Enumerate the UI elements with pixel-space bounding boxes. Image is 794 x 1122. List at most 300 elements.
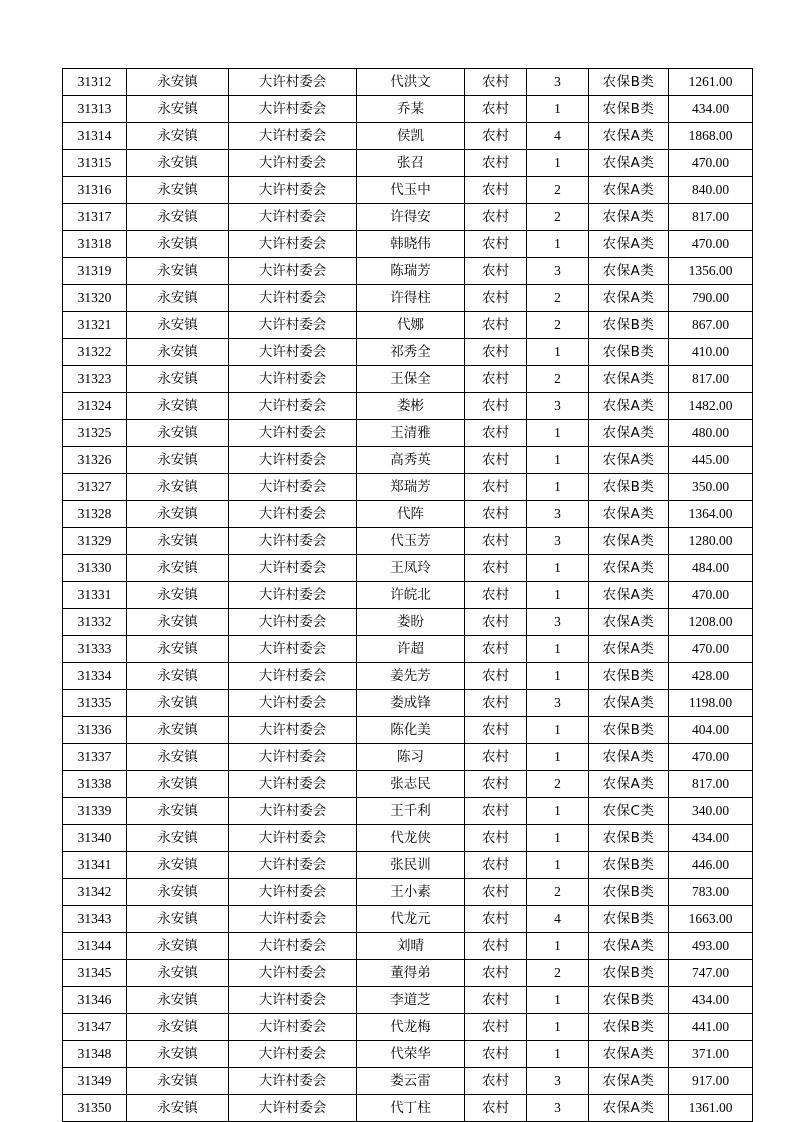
cell-persons: 1 bbox=[527, 447, 589, 474]
cell-name: 许超 bbox=[357, 636, 465, 663]
cell-town: 永安镇 bbox=[127, 879, 229, 906]
table-row bbox=[63, 312, 753, 339]
table-row bbox=[63, 663, 753, 690]
cell-category: 农保A类 bbox=[589, 582, 669, 609]
cell-household-type: 农村 bbox=[465, 879, 527, 906]
cell-village: 大许村委会 bbox=[229, 663, 357, 690]
cell-town: 永安镇 bbox=[127, 447, 229, 474]
cell-village: 大许村委会 bbox=[229, 258, 357, 285]
cell-name: 代丁柱 bbox=[357, 1095, 465, 1122]
cell-amount: 1361.00 bbox=[669, 1095, 753, 1122]
cell-name: 娄彬 bbox=[357, 393, 465, 420]
cell-name: 郑瑞芳 bbox=[357, 474, 465, 501]
cell-town: 永安镇 bbox=[127, 987, 229, 1014]
cell-household-type: 农村 bbox=[465, 123, 527, 150]
table-row bbox=[63, 744, 753, 771]
cell-town: 永安镇 bbox=[127, 69, 229, 96]
cell-id: 31342 bbox=[63, 879, 127, 906]
cell-household-type: 农村 bbox=[465, 798, 527, 825]
cell-category: 农保A类 bbox=[589, 636, 669, 663]
cell-village: 大许村委会 bbox=[229, 555, 357, 582]
cell-id: 31347 bbox=[63, 1014, 127, 1041]
cell-household-type: 农村 bbox=[465, 555, 527, 582]
table-row bbox=[63, 393, 753, 420]
cell-village: 大许村委会 bbox=[229, 852, 357, 879]
cell-persons: 2 bbox=[527, 771, 589, 798]
cell-id: 31326 bbox=[63, 447, 127, 474]
cell-amount: 867.00 bbox=[669, 312, 753, 339]
cell-village: 大许村委会 bbox=[229, 636, 357, 663]
cell-town: 永安镇 bbox=[127, 393, 229, 420]
cell-persons: 1 bbox=[527, 798, 589, 825]
cell-household-type: 农村 bbox=[465, 1041, 527, 1068]
cell-amount: 434.00 bbox=[669, 96, 753, 123]
cell-category: 农保B类 bbox=[589, 879, 669, 906]
cell-name: 陈化美 bbox=[357, 717, 465, 744]
cell-household-type: 农村 bbox=[465, 906, 527, 933]
cell-amount: 410.00 bbox=[669, 339, 753, 366]
cell-name: 陈习 bbox=[357, 744, 465, 771]
cell-village: 大许村委会 bbox=[229, 69, 357, 96]
cell-town: 永安镇 bbox=[127, 204, 229, 231]
cell-town: 永安镇 bbox=[127, 798, 229, 825]
cell-id: 31338 bbox=[63, 771, 127, 798]
cell-amount: 1208.00 bbox=[669, 609, 753, 636]
cell-name: 王保全 bbox=[357, 366, 465, 393]
cell-village: 大许村委会 bbox=[229, 609, 357, 636]
cell-household-type: 农村 bbox=[465, 771, 527, 798]
cell-category: 农保A类 bbox=[589, 393, 669, 420]
cell-category: 农保A类 bbox=[589, 744, 669, 771]
cell-category: 农保A类 bbox=[589, 204, 669, 231]
cell-household-type: 农村 bbox=[465, 717, 527, 744]
cell-amount: 783.00 bbox=[669, 879, 753, 906]
cell-household-type: 农村 bbox=[465, 204, 527, 231]
cell-town: 永安镇 bbox=[127, 771, 229, 798]
cell-town: 永安镇 bbox=[127, 366, 229, 393]
cell-village: 大许村委会 bbox=[229, 1014, 357, 1041]
table-body bbox=[63, 69, 753, 1122]
cell-persons: 1 bbox=[527, 987, 589, 1014]
cell-amount: 840.00 bbox=[669, 177, 753, 204]
table-row bbox=[63, 1095, 753, 1122]
cell-village: 大许村委会 bbox=[229, 474, 357, 501]
cell-persons: 3 bbox=[527, 69, 589, 96]
cell-name: 王千利 bbox=[357, 798, 465, 825]
table-row bbox=[63, 177, 753, 204]
cell-name: 陈瑞芳 bbox=[357, 258, 465, 285]
cell-category: 农保A类 bbox=[589, 258, 669, 285]
cell-name: 代龙梅 bbox=[357, 1014, 465, 1041]
cell-village: 大许村委会 bbox=[229, 690, 357, 717]
cell-amount: 480.00 bbox=[669, 420, 753, 447]
cell-household-type: 农村 bbox=[465, 366, 527, 393]
cell-id: 31345 bbox=[63, 960, 127, 987]
cell-household-type: 农村 bbox=[465, 258, 527, 285]
cell-name: 代龙侠 bbox=[357, 825, 465, 852]
cell-household-type: 农村 bbox=[465, 528, 527, 555]
table-row bbox=[63, 231, 753, 258]
cell-town: 永安镇 bbox=[127, 285, 229, 312]
cell-amount: 1364.00 bbox=[669, 501, 753, 528]
table-row bbox=[63, 96, 753, 123]
table-row bbox=[63, 501, 753, 528]
cell-amount: 470.00 bbox=[669, 150, 753, 177]
cell-id: 31313 bbox=[63, 96, 127, 123]
cell-category: 农保B类 bbox=[589, 339, 669, 366]
table-row bbox=[63, 798, 753, 825]
cell-category: 农保A类 bbox=[589, 555, 669, 582]
cell-category: 农保A类 bbox=[589, 177, 669, 204]
cell-village: 大许村委会 bbox=[229, 906, 357, 933]
cell-amount: 817.00 bbox=[669, 366, 753, 393]
cell-amount: 1280.00 bbox=[669, 528, 753, 555]
cell-amount: 817.00 bbox=[669, 771, 753, 798]
cell-category: 农保B类 bbox=[589, 663, 669, 690]
table-row bbox=[63, 474, 753, 501]
cell-village: 大许村委会 bbox=[229, 987, 357, 1014]
cell-persons: 2 bbox=[527, 366, 589, 393]
cell-category: 农保B类 bbox=[589, 960, 669, 987]
cell-amount: 404.00 bbox=[669, 717, 753, 744]
table-row bbox=[63, 123, 753, 150]
cell-amount: 1261.00 bbox=[669, 69, 753, 96]
cell-persons: 1 bbox=[527, 744, 589, 771]
cell-village: 大许村委会 bbox=[229, 177, 357, 204]
cell-id: 31336 bbox=[63, 717, 127, 744]
cell-household-type: 农村 bbox=[465, 474, 527, 501]
cell-household-type: 农村 bbox=[465, 150, 527, 177]
cell-persons: 1 bbox=[527, 636, 589, 663]
cell-persons: 1 bbox=[527, 852, 589, 879]
cell-village: 大许村委会 bbox=[229, 123, 357, 150]
cell-village: 大许村委会 bbox=[229, 1095, 357, 1122]
cell-id: 31330 bbox=[63, 555, 127, 582]
cell-id: 31350 bbox=[63, 1095, 127, 1122]
cell-name: 代玉中 bbox=[357, 177, 465, 204]
cell-persons: 4 bbox=[527, 906, 589, 933]
table-row bbox=[63, 933, 753, 960]
cell-amount: 470.00 bbox=[669, 744, 753, 771]
cell-village: 大许村委会 bbox=[229, 798, 357, 825]
cell-town: 永安镇 bbox=[127, 663, 229, 690]
cell-name: 代洪文 bbox=[357, 69, 465, 96]
cell-id: 31323 bbox=[63, 366, 127, 393]
cell-household-type: 农村 bbox=[465, 393, 527, 420]
cell-household-type: 农村 bbox=[465, 960, 527, 987]
cell-household-type: 农村 bbox=[465, 663, 527, 690]
cell-amount: 493.00 bbox=[669, 933, 753, 960]
table-row bbox=[63, 906, 753, 933]
cell-id: 31329 bbox=[63, 528, 127, 555]
cell-household-type: 农村 bbox=[465, 1014, 527, 1041]
cell-household-type: 农村 bbox=[465, 177, 527, 204]
cell-household-type: 农村 bbox=[465, 501, 527, 528]
cell-village: 大许村委会 bbox=[229, 231, 357, 258]
cell-category: 农保A类 bbox=[589, 1095, 669, 1122]
cell-village: 大许村委会 bbox=[229, 528, 357, 555]
cell-name: 许得安 bbox=[357, 204, 465, 231]
cell-amount: 1356.00 bbox=[669, 258, 753, 285]
table-row bbox=[63, 987, 753, 1014]
cell-town: 永安镇 bbox=[127, 852, 229, 879]
cell-id: 31324 bbox=[63, 393, 127, 420]
cell-category: 农保B类 bbox=[589, 717, 669, 744]
cell-name: 娄成锋 bbox=[357, 690, 465, 717]
cell-id: 31334 bbox=[63, 663, 127, 690]
cell-name: 许得柱 bbox=[357, 285, 465, 312]
cell-name: 张民训 bbox=[357, 852, 465, 879]
cell-name: 娄盼 bbox=[357, 609, 465, 636]
cell-household-type: 农村 bbox=[465, 312, 527, 339]
cell-category: 农保A类 bbox=[589, 447, 669, 474]
cell-id: 31337 bbox=[63, 744, 127, 771]
table-row bbox=[63, 420, 753, 447]
cell-persons: 2 bbox=[527, 177, 589, 204]
cell-village: 大许村委会 bbox=[229, 366, 357, 393]
table-row bbox=[63, 1041, 753, 1068]
table-row bbox=[63, 339, 753, 366]
cell-id: 31325 bbox=[63, 420, 127, 447]
cell-category: 农保A类 bbox=[589, 501, 669, 528]
cell-persons: 1 bbox=[527, 231, 589, 258]
cell-town: 永安镇 bbox=[127, 1095, 229, 1122]
cell-amount: 470.00 bbox=[669, 636, 753, 663]
table-row bbox=[63, 447, 753, 474]
cell-town: 永安镇 bbox=[127, 744, 229, 771]
cell-village: 大许村委会 bbox=[229, 582, 357, 609]
cell-category: 农保A类 bbox=[589, 609, 669, 636]
cell-household-type: 农村 bbox=[465, 636, 527, 663]
cell-household-type: 农村 bbox=[465, 987, 527, 1014]
cell-household-type: 农村 bbox=[465, 96, 527, 123]
cell-name: 王凤玲 bbox=[357, 555, 465, 582]
cell-persons: 1 bbox=[527, 555, 589, 582]
cell-name: 姜先芳 bbox=[357, 663, 465, 690]
table-row bbox=[63, 528, 753, 555]
cell-village: 大许村委会 bbox=[229, 501, 357, 528]
cell-category: 农保A类 bbox=[589, 528, 669, 555]
cell-id: 31332 bbox=[63, 609, 127, 636]
cell-household-type: 农村 bbox=[465, 825, 527, 852]
cell-household-type: 农村 bbox=[465, 69, 527, 96]
cell-id: 31341 bbox=[63, 852, 127, 879]
cell-town: 永安镇 bbox=[127, 123, 229, 150]
cell-town: 永安镇 bbox=[127, 609, 229, 636]
cell-id: 31339 bbox=[63, 798, 127, 825]
cell-persons: 1 bbox=[527, 663, 589, 690]
cell-amount: 350.00 bbox=[669, 474, 753, 501]
table-row bbox=[63, 555, 753, 582]
cell-persons: 1 bbox=[527, 717, 589, 744]
cell-household-type: 农村 bbox=[465, 744, 527, 771]
cell-persons: 4 bbox=[527, 123, 589, 150]
cell-amount: 340.00 bbox=[669, 798, 753, 825]
cell-id: 31328 bbox=[63, 501, 127, 528]
cell-persons: 1 bbox=[527, 1014, 589, 1041]
cell-persons: 3 bbox=[527, 690, 589, 717]
cell-amount: 1663.00 bbox=[669, 906, 753, 933]
table-row bbox=[63, 960, 753, 987]
cell-id: 31320 bbox=[63, 285, 127, 312]
cell-town: 永安镇 bbox=[127, 906, 229, 933]
cell-name: 王小素 bbox=[357, 879, 465, 906]
cell-amount: 917.00 bbox=[669, 1068, 753, 1095]
cell-id: 31331 bbox=[63, 582, 127, 609]
cell-village: 大许村委会 bbox=[229, 933, 357, 960]
cell-id: 31321 bbox=[63, 312, 127, 339]
cell-household-type: 农村 bbox=[465, 1095, 527, 1122]
cell-village: 大许村委会 bbox=[229, 312, 357, 339]
cell-village: 大许村委会 bbox=[229, 717, 357, 744]
table-row bbox=[63, 150, 753, 177]
cell-village: 大许村委会 bbox=[229, 150, 357, 177]
cell-household-type: 农村 bbox=[465, 447, 527, 474]
cell-id: 31349 bbox=[63, 1068, 127, 1095]
table-row bbox=[63, 258, 753, 285]
cell-name: 张志民 bbox=[357, 771, 465, 798]
cell-village: 大许村委会 bbox=[229, 744, 357, 771]
cell-persons: 3 bbox=[527, 258, 589, 285]
cell-town: 永安镇 bbox=[127, 1041, 229, 1068]
cell-town: 永安镇 bbox=[127, 528, 229, 555]
cell-village: 大许村委会 bbox=[229, 960, 357, 987]
table-row bbox=[63, 366, 753, 393]
cell-town: 永安镇 bbox=[127, 177, 229, 204]
cell-persons: 1 bbox=[527, 150, 589, 177]
cell-town: 永安镇 bbox=[127, 582, 229, 609]
cell-category: 农保A类 bbox=[589, 123, 669, 150]
cell-town: 永安镇 bbox=[127, 339, 229, 366]
cell-category: 农保A类 bbox=[589, 231, 669, 258]
cell-category: 农保A类 bbox=[589, 771, 669, 798]
cell-name: 侯凯 bbox=[357, 123, 465, 150]
cell-persons: 3 bbox=[527, 393, 589, 420]
cell-amount: 434.00 bbox=[669, 825, 753, 852]
cell-id: 31314 bbox=[63, 123, 127, 150]
cell-household-type: 农村 bbox=[465, 1068, 527, 1095]
cell-name: 韩晓伟 bbox=[357, 231, 465, 258]
cell-village: 大许村委会 bbox=[229, 96, 357, 123]
table-row bbox=[63, 285, 753, 312]
cell-category: 农保B类 bbox=[589, 1014, 669, 1041]
cell-id: 31344 bbox=[63, 933, 127, 960]
cell-village: 大许村委会 bbox=[229, 393, 357, 420]
cell-persons: 1 bbox=[527, 474, 589, 501]
cell-amount: 441.00 bbox=[669, 1014, 753, 1041]
cell-town: 永安镇 bbox=[127, 231, 229, 258]
cell-category: 农保A类 bbox=[589, 1041, 669, 1068]
table-row bbox=[63, 582, 753, 609]
table-row bbox=[63, 852, 753, 879]
cell-persons: 2 bbox=[527, 204, 589, 231]
cell-amount: 747.00 bbox=[669, 960, 753, 987]
cell-household-type: 农村 bbox=[465, 582, 527, 609]
cell-village: 大许村委会 bbox=[229, 771, 357, 798]
cell-persons: 3 bbox=[527, 501, 589, 528]
cell-household-type: 农村 bbox=[465, 231, 527, 258]
cell-name: 代荣华 bbox=[357, 1041, 465, 1068]
table-row bbox=[63, 204, 753, 231]
cell-name: 娄云雷 bbox=[357, 1068, 465, 1095]
cell-town: 永安镇 bbox=[127, 717, 229, 744]
cell-amount: 790.00 bbox=[669, 285, 753, 312]
cell-town: 永安镇 bbox=[127, 258, 229, 285]
cell-persons: 2 bbox=[527, 960, 589, 987]
cell-village: 大许村委会 bbox=[229, 447, 357, 474]
cell-id: 31316 bbox=[63, 177, 127, 204]
cell-household-type: 农村 bbox=[465, 852, 527, 879]
cell-persons: 1 bbox=[527, 582, 589, 609]
cell-persons: 2 bbox=[527, 879, 589, 906]
cell-persons: 1 bbox=[527, 825, 589, 852]
cell-household-type: 农村 bbox=[465, 609, 527, 636]
cell-id: 31322 bbox=[63, 339, 127, 366]
cell-town: 永安镇 bbox=[127, 690, 229, 717]
cell-category: 农保B类 bbox=[589, 312, 669, 339]
cell-name: 董得弟 bbox=[357, 960, 465, 987]
cell-category: 农保A类 bbox=[589, 1068, 669, 1095]
cell-name: 代阵 bbox=[357, 501, 465, 528]
cell-persons: 3 bbox=[527, 1095, 589, 1122]
cell-name: 代娜 bbox=[357, 312, 465, 339]
cell-amount: 470.00 bbox=[669, 231, 753, 258]
cell-id: 31318 bbox=[63, 231, 127, 258]
cell-id: 31317 bbox=[63, 204, 127, 231]
table-row bbox=[63, 825, 753, 852]
cell-amount: 470.00 bbox=[669, 582, 753, 609]
cell-village: 大许村委会 bbox=[229, 1041, 357, 1068]
cell-category: 农保B类 bbox=[589, 852, 669, 879]
cell-town: 永安镇 bbox=[127, 960, 229, 987]
cell-household-type: 农村 bbox=[465, 420, 527, 447]
cell-id: 31312 bbox=[63, 69, 127, 96]
cell-name: 刘晴 bbox=[357, 933, 465, 960]
cell-household-type: 农村 bbox=[465, 690, 527, 717]
cell-persons: 2 bbox=[527, 312, 589, 339]
cell-town: 永安镇 bbox=[127, 555, 229, 582]
cell-name: 高秀英 bbox=[357, 447, 465, 474]
cell-category: 农保A类 bbox=[589, 420, 669, 447]
cell-amount: 445.00 bbox=[669, 447, 753, 474]
cell-amount: 817.00 bbox=[669, 204, 753, 231]
cell-persons: 3 bbox=[527, 1068, 589, 1095]
cell-town: 永安镇 bbox=[127, 825, 229, 852]
cell-id: 31343 bbox=[63, 906, 127, 933]
cell-village: 大许村委会 bbox=[229, 285, 357, 312]
cell-category: 农保B类 bbox=[589, 96, 669, 123]
cell-category: 农保A类 bbox=[589, 366, 669, 393]
cell-name: 乔某 bbox=[357, 96, 465, 123]
cell-name: 李道芝 bbox=[357, 987, 465, 1014]
cell-village: 大许村委会 bbox=[229, 204, 357, 231]
cell-amount: 428.00 bbox=[669, 663, 753, 690]
cell-category: 农保B类 bbox=[589, 825, 669, 852]
cell-name: 代玉芳 bbox=[357, 528, 465, 555]
cell-persons: 3 bbox=[527, 609, 589, 636]
cell-id: 31340 bbox=[63, 825, 127, 852]
table-row bbox=[63, 879, 753, 906]
cell-amount: 1868.00 bbox=[669, 123, 753, 150]
cell-persons: 1 bbox=[527, 96, 589, 123]
cell-village: 大许村委会 bbox=[229, 339, 357, 366]
cell-name: 祁秀全 bbox=[357, 339, 465, 366]
cell-town: 永安镇 bbox=[127, 474, 229, 501]
table-row bbox=[63, 1014, 753, 1041]
cell-town: 永安镇 bbox=[127, 933, 229, 960]
cell-persons: 2 bbox=[527, 285, 589, 312]
cell-id: 31333 bbox=[63, 636, 127, 663]
